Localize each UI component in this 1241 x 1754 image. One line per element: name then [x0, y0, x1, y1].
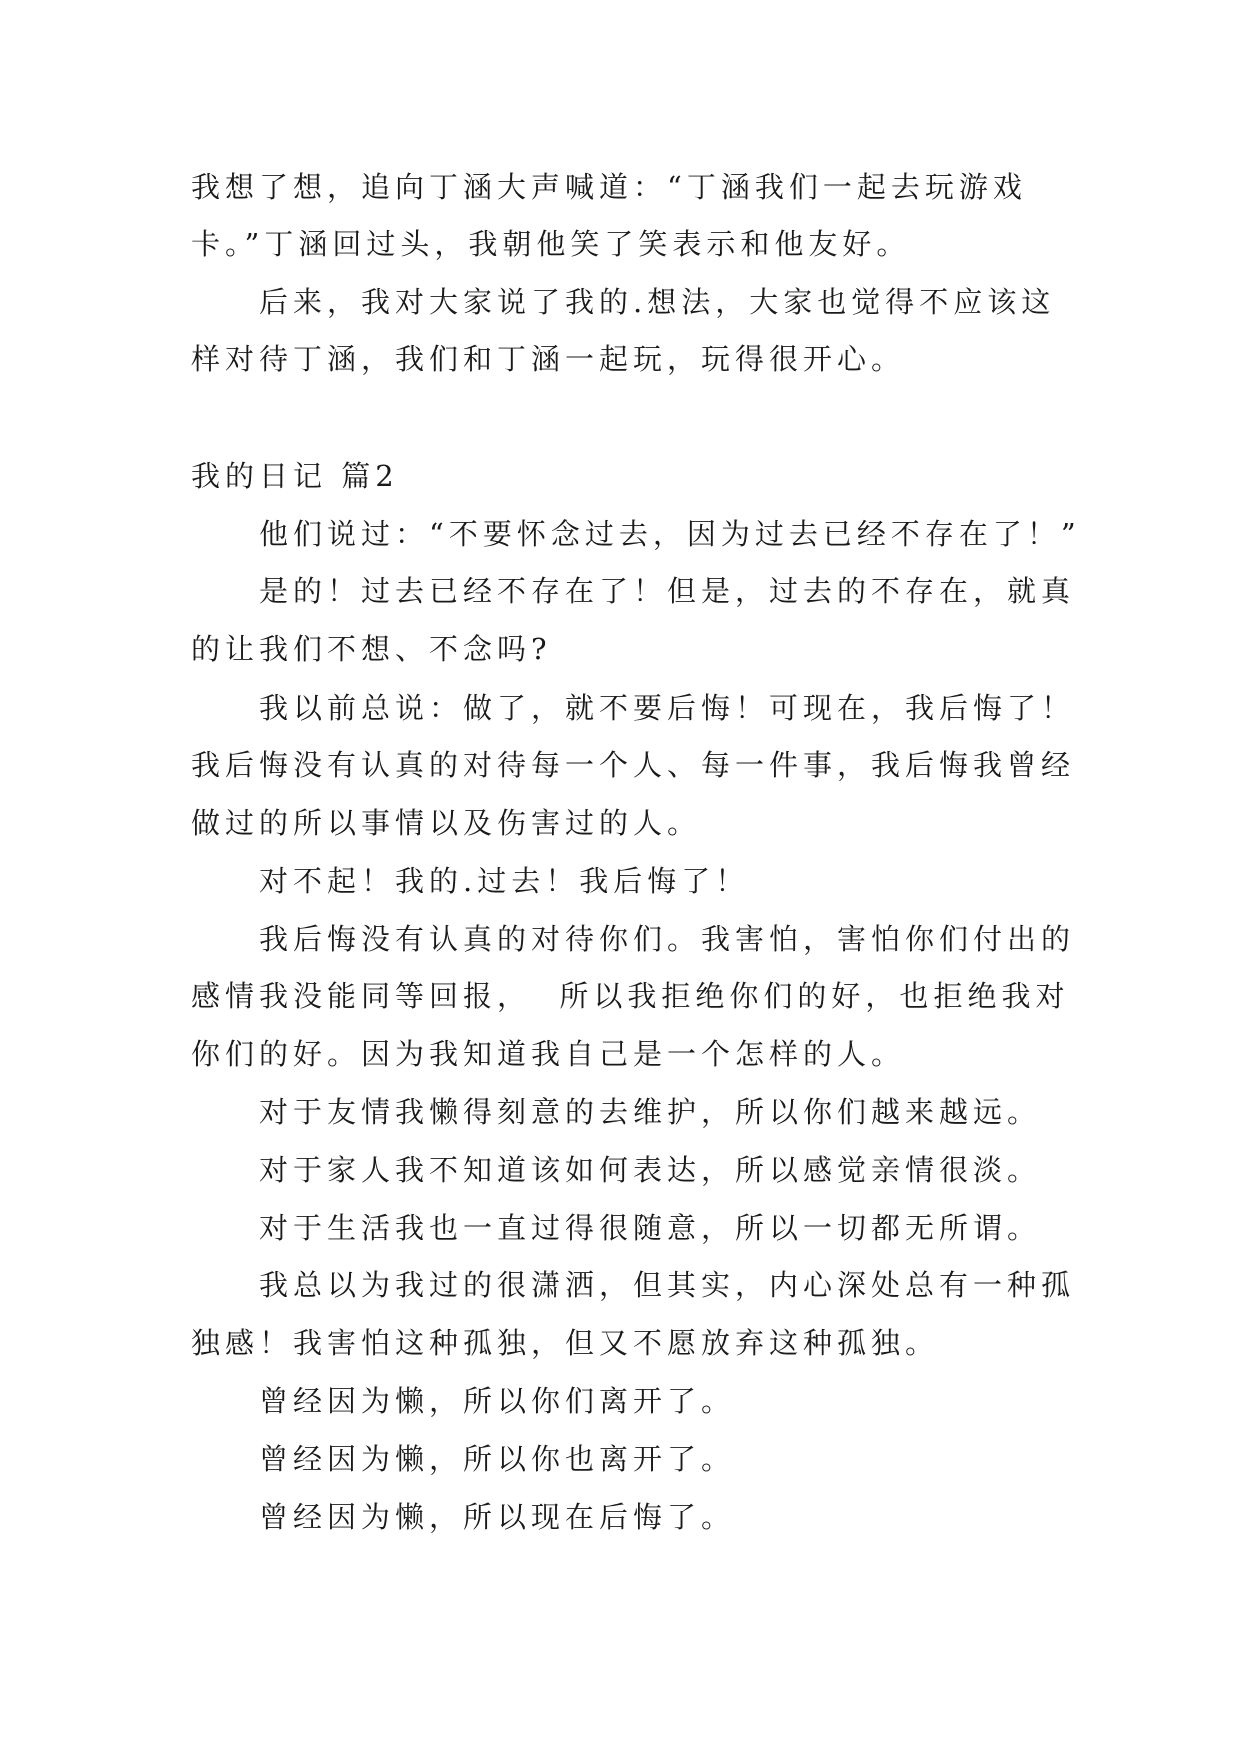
text-line: 卡。”丁涵回过头，我朝他笑了笑表示和他友好。 [191, 227, 911, 261]
text-line: 样对待丁涵，我们和丁涵一起玩，玩得很开心。 [191, 342, 906, 376]
text-line: 对于生活我也一直过得很随意，所以一切都无所谓。 [259, 1211, 1042, 1245]
text-line: 做过的所以事情以及伤害过的人。 [191, 806, 702, 840]
text-line: 曾经因为懒，所以你们离开了。 [259, 1384, 736, 1418]
text-line: 的让我们不想、不念吗? [191, 632, 552, 666]
text-line: 我想了想，追向丁涵大声喊道：“丁涵我们一起去玩游戏 [191, 170, 1027, 204]
section-title: 我的日记 篇2 [191, 459, 399, 493]
text-line: 你们的好。因为我知道我自己是一个怎样的人。 [191, 1037, 906, 1071]
text-line: 他们说过：“不要怀念过去，因为过去已经不存在了！” [259, 517, 1081, 551]
text-line: 曾经因为懒，所以现在后悔了。 [259, 1500, 736, 1534]
text-line: 对于友情我懒得刻意的去维护，所以你们越来越远。 [259, 1095, 1042, 1129]
text-line: 后来，我对大家说了我的.想法，大家也觉得不应该这 [259, 285, 1056, 319]
text-line: 我总以为我过的很潇洒，但其实，内心深处总有一种孤 [259, 1268, 1076, 1302]
text-line: 感情我没能同等回报， 所以我拒绝你们的好，也拒绝我对 [191, 979, 1070, 1013]
text-line: 我后悔没有认真的对待每一个人、每一件事，我后悔我曾经 [191, 748, 1076, 782]
text-line: 是的！过去已经不存在了！但是，过去的不存在，就真 [259, 574, 1076, 608]
text-line: 我以前总说：做了，就不要后悔！可现在，我后悔了！ [259, 691, 1076, 725]
text-line: 对于家人我不知道该如何表达，所以感觉亲情很淡。 [259, 1153, 1042, 1187]
text-line: 我后悔没有认真的对待你们。我害怕，害怕你们付出的 [259, 922, 1076, 956]
text-line: 曾经因为懒，所以你也离开了。 [259, 1442, 736, 1476]
text-line: 独感！我害怕这种孤独，但又不愿放弃这种孤独。 [191, 1326, 940, 1360]
text-line: 对不起！我的.过去！我后悔了！ [259, 864, 750, 898]
